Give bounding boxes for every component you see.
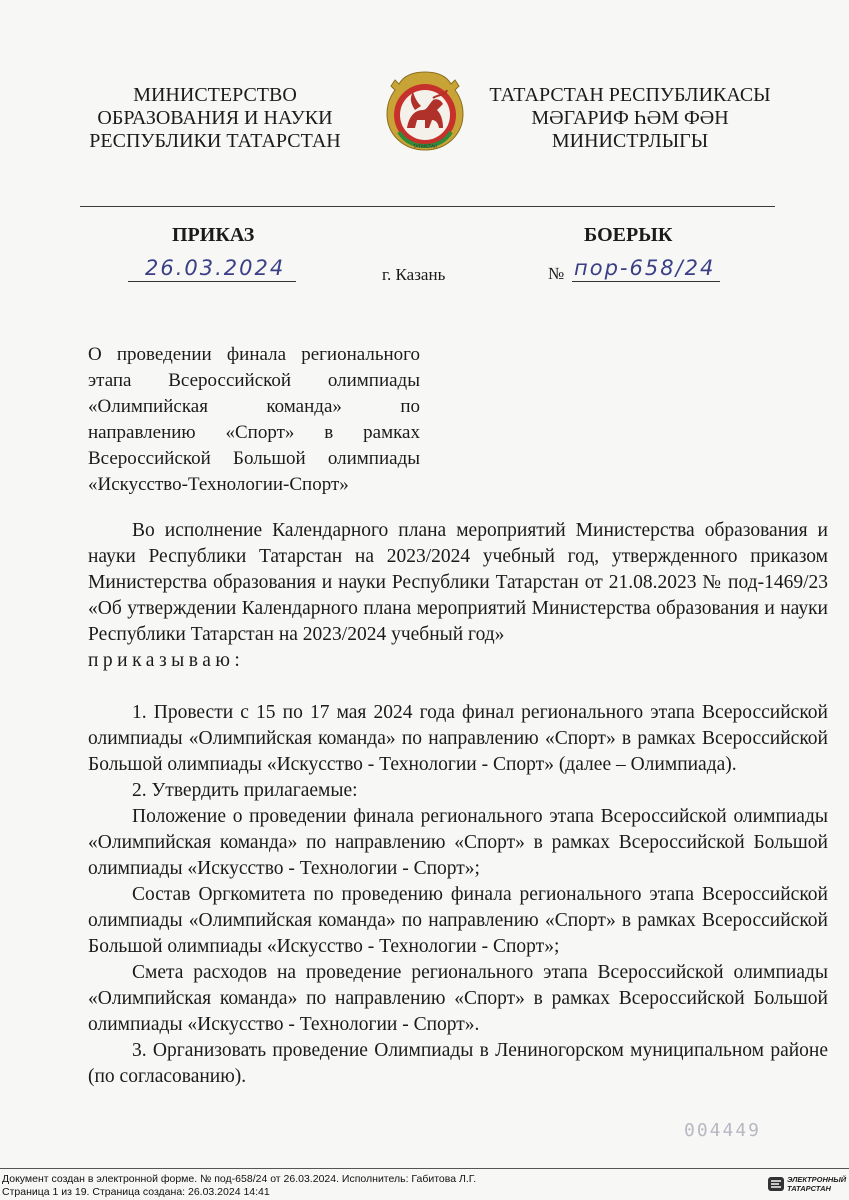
order-body [88,518,828,1090]
preamble: Во исполнение Календарного плана мероприятий Министерства образования и науки Республики Татарстан на 2023/2024 учебный год, утвержденного приказом Министерства образования и науки Республики Татарстан от 21.08.2023 № под-1469/23 «Об утверждении Календарного плана мероприятий Министерства образования и науки Республики Татарстан на 2023/2024 учебный год» [88,520,828,645]
item-1: 1. Провести с 15 по 17 мая 2024 года финал регионального этапа Всероссийской олимпиады «Олимпийская команда» по направлению «Спорт» в рамках Всероссийской Большой олимпиады «Искусство - Технологии - Спорт» (далее – Олимпиада). [88,702,828,775]
item-2c: Смета расходов на проведение регионального этапа Всероссийской олимпиады «Олимпийская команда» по направлению «Спорт» в рамках Всероссийской Большой олимпиады «Искусство - Технологии - Спорт». [88,962,828,1035]
order-number [548,258,720,282]
item-2b: Состав Оргкомитета по проведению финала регионального этапа Всероссийской олимпиады «Олимпийская команда» по направлению «Спорт» в рамках Всероссийской Большой олимпиады «Искусство - Технологии - Спорт»; [88,884,828,957]
header-divider [80,206,775,207]
faded-stamp: 004449 [684,1120,762,1141]
handwritten-date: 26.03.2024 [145,256,286,280]
svg-text:ТАТАРСТАН: ТАТАРСТАН [413,144,437,149]
handwritten-number: пор-658/24 [574,256,716,280]
order-title-ru: ПРИКАЗ [172,224,255,246]
electronic-tatarstan-logo: ЭЛЕКТРОННЫЙ ТАТАРСТАН [767,1175,843,1195]
footer-divider [0,1168,849,1169]
number-sign: № [548,264,565,283]
number-underline [572,281,720,282]
decree-word: приказываю: [88,650,245,671]
order-date [128,258,296,282]
ministry-name-ru: МИНИСТЕРСТВО ОБРАЗОВАНИЯ И НАУКИ РЕСПУБЛИКИ ТАТАРСТАН [89,84,341,152]
order-city: г. Казань [382,265,446,284]
tatarstan-emblem-icon [385,70,465,152]
order-title-tt: БОЕРЫК [584,224,673,246]
item-2a: Положение о проведении финала регионального этапа Всероссийской олимпиады «Олимпийская команда» по направлению «Спорт» в рамках Всероссийской Большой олимпиады «Искусство - Технологии - Спорт»; [88,806,828,879]
ministry-name-tt: ТАТАРСТАН РЕСПУБЛИКАСЫ МӘГАРИФ ҺӘМ ФӘН МИНИСТРЛЫГЫ [489,84,771,152]
footer-info: Документ создан в электронной форме. № под-658/24 от 26.03.2024. Исполнитель: Габитова Л.Г. Страница 1 из 19. Страница создана: 26.03.2024 14:41 [2,1173,477,1198]
item-3: 3. Организовать проведение Олимпиады в Лениногорском муниципальном районе (по согласованию). [88,1040,828,1087]
logo-icon [767,1175,785,1193]
order-subject: О проведении финала регионального этапа Всероссийской олимпиады «Олимпийская команда» по направлению «Спорт» в рамках Всероссийской Большой олимпиады «Искусство-Технологии-Спорт» [88,344,420,495]
item-2: 2. Утвердить прилагаемые: [132,780,358,801]
